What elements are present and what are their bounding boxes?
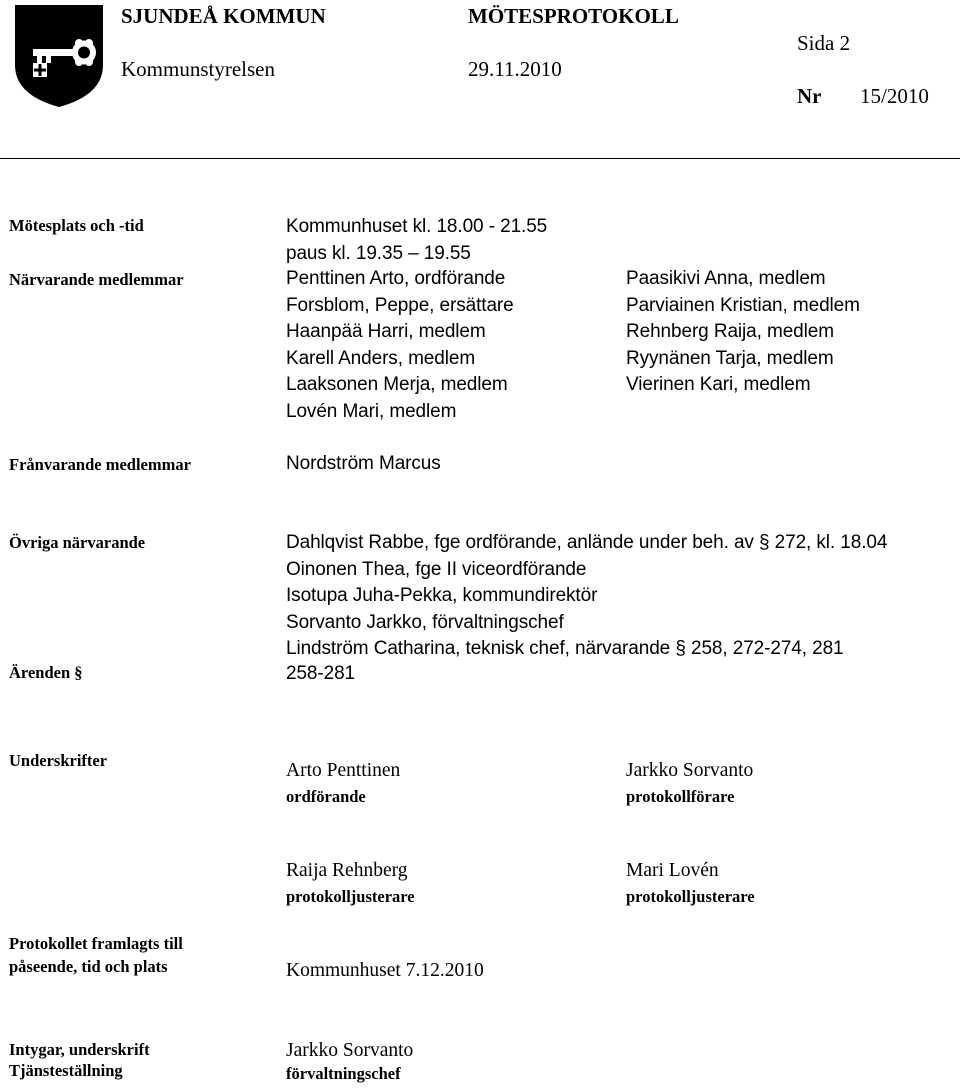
coat-of-arms-logo [13, 3, 105, 109]
body-name: Kommunstyrelsen [121, 57, 275, 81]
list-item: Vierinen Kari, medlem [626, 374, 811, 395]
signature-name: Arto Penttinen [286, 760, 401, 781]
list-item: Lindström Catharina, teknisk chef, närvarande § 258, 272-274, 281 [286, 638, 844, 659]
list-item: Lovén Mari, medlem [286, 400, 457, 422]
present-label: Närvarande medlemmar [9, 270, 184, 289]
certificate-role: förvaltningschef [286, 1064, 401, 1083]
document-type: MÖTESPROTOKOLL [468, 4, 679, 28]
meeting-date: 29.11.2010 [468, 57, 562, 81]
signature-name: Mari Lovén [626, 860, 719, 881]
header-divider [0, 158, 960, 159]
list-item: Ryynänen Tarja, medlem [626, 347, 834, 369]
signature-name: Raija Rehnberg [286, 860, 408, 881]
list-item: Parviainen Kristian, medlem [626, 294, 860, 316]
list-item: Haanpää Harri, medlem [286, 321, 486, 342]
list-item: Sorvanto Jarkko, förvaltningschef [286, 611, 564, 633]
absent-label: Frånvarande medlemmar [9, 455, 191, 474]
list-item: Rehnberg Raija, medlem [626, 321, 834, 342]
matters-label: Ärenden § [9, 663, 83, 682]
publication-label-line2: påseende, tid och plats [9, 957, 168, 976]
certificate-name: Jarkko Sorvanto [286, 1040, 414, 1061]
pause-value: paus kl. 19.35 – 19.55 [286, 243, 471, 264]
nr-value: 15/2010 [860, 84, 929, 108]
nr-label: Nr [797, 84, 822, 108]
certificate-label-line2: Tjänsteställning [9, 1061, 123, 1080]
list-item: Oinonen Thea, fge II viceordförande [286, 558, 587, 580]
list-item: Forsblom, Peppe, ersättare [286, 294, 514, 316]
page-number: Sida 2 [797, 31, 851, 55]
absent-value: Nordström Marcus [286, 453, 441, 474]
others-label: Övriga närvarande [9, 533, 146, 552]
matters-value: 258-281 [286, 663, 356, 684]
list-item: Paasikivi Anna, medlem [626, 268, 826, 289]
place-label: Mötesplats och -tid [9, 216, 144, 235]
list-item: Dahlqvist Rabbe, fge ordförande, anlände under beh. av § 272, kl. 18.04 [286, 532, 888, 553]
signature-role: protokolljusterare [626, 887, 755, 906]
publication-label-line1: Protokollet framlagts till [9, 934, 183, 953]
signature-role: ordförande [286, 787, 366, 806]
signature-role: protokollförare [626, 787, 735, 806]
present-list-col2 [626, 266, 860, 399]
list-item: Laaksonen Merja, medlem [286, 374, 508, 395]
others-list [286, 530, 887, 663]
signature-name: Jarkko Sorvanto [626, 760, 754, 781]
publication-value: Kommunhuset 7.12.2010 [286, 960, 484, 981]
present-list-col1 [286, 266, 514, 425]
certificate-label-line1: Intygar, underskrift [9, 1040, 150, 1059]
signature-role: protokolljusterare [286, 887, 415, 906]
list-item: Isotupa Juha-Pekka, kommundirektör [286, 585, 598, 606]
municipality-name: SJUNDEÅ KOMMUN [121, 4, 326, 28]
signatures-label: Underskrifter [9, 751, 108, 770]
list-item: Penttinen Arto, ordförande [286, 268, 506, 289]
place-value: Kommunhuset kl. 18.00 - 21.55 [286, 216, 548, 237]
list-item: Karell Anders, medlem [286, 347, 476, 369]
